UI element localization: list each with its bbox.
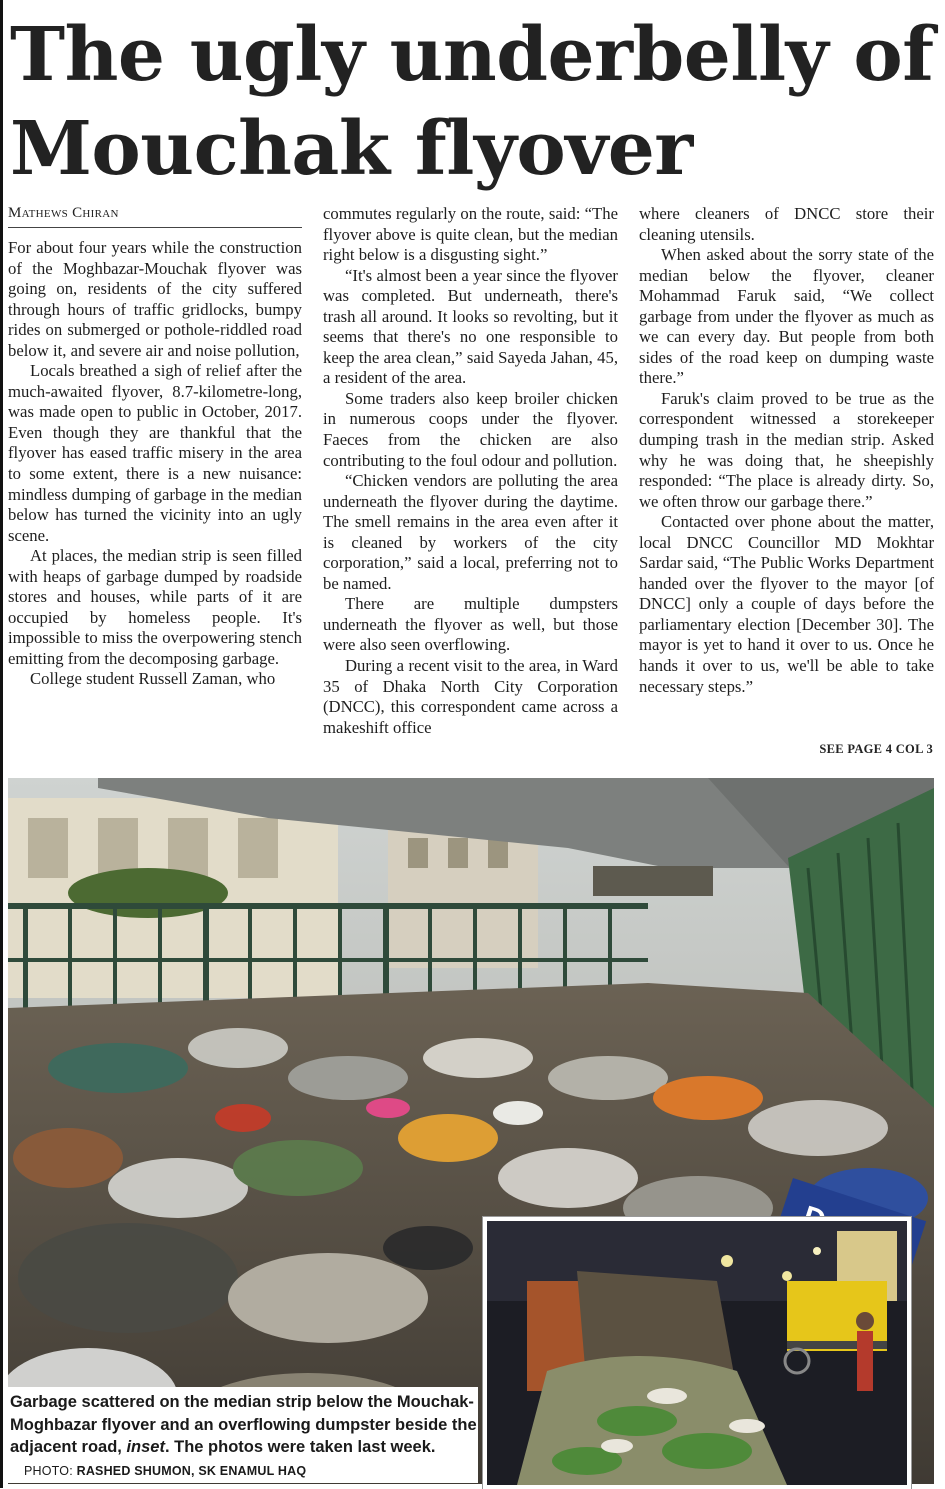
paragraph: where cleaners of DNCC store their cleaning utensils. (639, 204, 934, 244)
photo-credit-names: RASHED SHUMON, SK ENAMUL HAQ (76, 1463, 307, 1478)
paragraph: “Chicken vendors are polluting the area underneath the flyover during the daytime. The smell remains in the area even after it is cleaned by workers of the city corporation,” said a local, preferring not to be named. (323, 471, 618, 593)
byline: Mathews Chiran (8, 205, 302, 228)
article-column-2 (323, 204, 618, 738)
inset-photo-overflowing-dumpster (483, 1217, 911, 1489)
headline (10, 8, 940, 196)
paragraph: During a recent visit to the area, in Ward 35 of Dhaka North City Corporation (DNCC), this correspondent came across a makeshift office (323, 656, 618, 737)
paragraph: Contacted over phone about the matter, local DNCC Councillor MD Mokhtar Sardar said, “The Public Works Department handed over the flyover to the mayor [of DNCC] only a couple of days before the parliamentary election [December 30]. The mayor is yet to hand it over to us. Once he hands it over to us, we'll be able to take necessary steps.” (639, 512, 934, 696)
continued-jump-line: SEE PAGE 4 COL 3 (819, 742, 933, 756)
photo-credit (24, 1464, 306, 1478)
page-left-rule (0, 0, 3, 1488)
paragraph: There are multiple dumpsters underneath the flyover as well, but those were also seen overflowing. (323, 594, 618, 655)
paragraph: Faruk's claim proved to be true as the correspondent witnessed a storekeeper dumping trash in the median strip. Asked why he was doing that, he sheepishly responded: “The place is already dirty. So, we often throw our garbage there.” (639, 388, 934, 511)
headline-line-2: Mouchak flyover (10, 106, 693, 192)
paragraph: Locals breathed a sigh of relief after the much-awaited flyover, 8.7-kilometre-long, was made open to public in October, 2017. Even though they are thankful that the flyover has eased traffic misery in the area to some extent, there is a new nuisance: mindless dumping of garbage in the median below has turned the vicinity into an ugly scene. (8, 361, 302, 545)
paragraph: For about four years while the construction of the Moghbazar-Mouchak flyover was going on, residents of the city suffered through hours of traffic gridlocks, bumpy rides on submerged or pothole-riddled road below it, and severe air and noise pollution, (8, 238, 302, 360)
headline-line-1: The ugly underbelly of (10, 12, 934, 98)
paragraph: At places, the median strip is seen filled with heaps of garbage dumped by roadside stores and houses, while parts of it are occupied by homeless people. It's impossible to miss the overpowering stench emitting from the decomposing garbage. (8, 546, 302, 668)
paragraph: College student Russell Zaman, who (30, 669, 276, 689)
paragraph: Some traders also keep broiler chicken in numerous coops under the flyover. Faeces from the chicken are also contributing to the foul odour and pollution. (323, 388, 618, 470)
photo-credit-label: PHOTO: (24, 1463, 73, 1478)
paragraph: “It's almost been a year since the flyover was completed. But underneath, there's trash all around. It looks so revolting, but it seems that there's no one responsible to keep the area clean,” said Sayeda Jahan, 45, a resident of the area. (323, 265, 618, 388)
paragraph: When asked about the sorry state of the median below the flyover, cleaner Mohammad Faruk said, “We collect garbage from under the flyover as much as we can every day. But people from both sides of the road keep on dumping waste there.” (639, 245, 934, 388)
photo-caption (8, 1387, 478, 1483)
article-column-3 (639, 204, 934, 697)
article-column-1 (8, 238, 302, 690)
caption-inset-word: inset (126, 1438, 165, 1456)
caption-text-2: . The photos were taken last week. (164, 1438, 436, 1456)
paragraph: commutes regularly on the route, said: “The flyover above is quite clean, but the median right below is a disgusting sight.” (323, 204, 618, 265)
caption-text-1: Garbage scattered on the median strip below the Mouchak-Moghbazar flyover and an overflowing dumpster beside the adjacent road, (10, 1393, 477, 1456)
